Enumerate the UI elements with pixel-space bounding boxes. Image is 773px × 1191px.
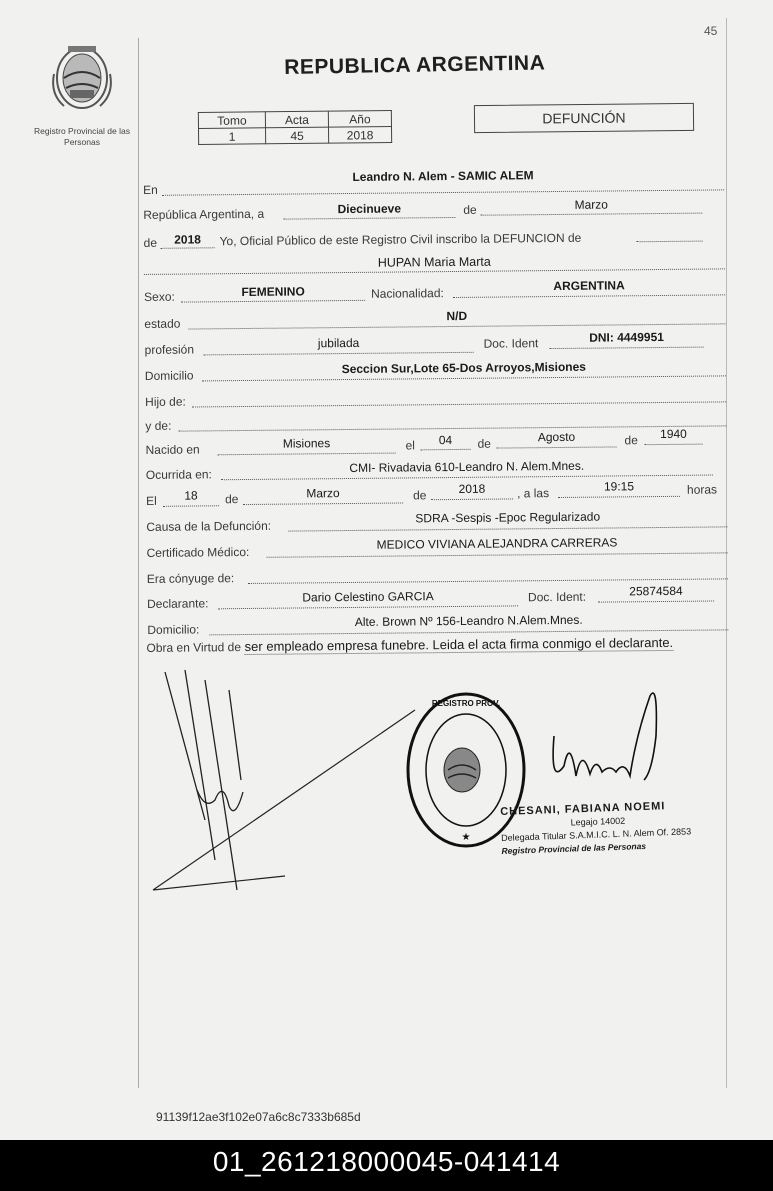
field-line: [431, 498, 513, 500]
value-def-mes: Marzo: [306, 486, 340, 501]
field-line: [558, 496, 680, 498]
svg-text:REGISTRO PROV.: REGISTRO PROV.: [431, 699, 501, 708]
label-domicilio: Domicilio: [144, 368, 194, 383]
value-nombre: HUPAN Maria Marta: [377, 254, 491, 270]
value-def-anio: 2018: [458, 481, 486, 496]
value-estado: N/D: [446, 308, 468, 324]
value-mes-inscripcion: Marzo: [574, 197, 608, 212]
field-line: [218, 453, 396, 456]
value-ocurrida-en: CMI- Rivadavia 610-Leandro N. Alem.Mnes.: [349, 458, 585, 476]
label-en: En: [143, 182, 158, 197]
value-def-dia: 18: [184, 488, 198, 503]
officer-signature-icon: [540, 676, 670, 796]
value-lugar: Leandro N. Alem - SAMIC ALEM: [352, 168, 534, 184]
label-de-n2: de: [624, 433, 638, 448]
label-el2: El: [146, 493, 157, 508]
registry-name: Registro Provincial de las Personas: [34, 126, 130, 147]
label-estado: estado: [144, 316, 181, 331]
value-hijo-de: [192, 384, 726, 389]
label-de-o1: de: [225, 492, 239, 507]
table-header-tomo: Tomo: [198, 112, 265, 129]
page-number: 45: [704, 24, 718, 38]
label-y-de: y de:: [145, 418, 172, 433]
field-line: [550, 347, 704, 349]
obra-paragraph: [146, 632, 732, 658]
field-line: [421, 449, 471, 450]
label-de-o2: de: [412, 488, 427, 503]
value-conyuge: [248, 560, 728, 565]
officer-legajo: Legajo 14002: [570, 815, 626, 828]
officer-role: Delegada Titular S.A.M.I.C. L. N. Alem Of. 2853: [500, 826, 692, 843]
value-sexo: FEMENINO: [241, 284, 305, 300]
field-line: [453, 294, 725, 298]
label-domicilio2: Domicilio:: [147, 622, 200, 637]
field-line: [181, 300, 365, 303]
label-yo: Yo, Oficial Público de este Registro Civil inscribo la DEFUNCION de: [219, 230, 582, 249]
value-declarante-doc: 25874584: [629, 583, 683, 599]
table-cell-acta: 45: [266, 127, 329, 144]
table-cell-anio: 2018: [328, 126, 391, 143]
field-line: [283, 217, 455, 220]
label-certificado: Certificado Médico:: [146, 544, 250, 560]
field-line: [163, 505, 219, 507]
label-horas: horas: [686, 482, 718, 497]
value-nacionalidad: ARGENTINA: [553, 278, 625, 294]
field-line: [267, 552, 728, 557]
label-profesion: profesión: [144, 342, 195, 357]
value-nac-anio: 1940: [660, 426, 687, 442]
field-line: [162, 189, 724, 195]
label-declarante: Declarante:: [147, 596, 209, 611]
label-republica: República Argentina, a: [143, 206, 265, 222]
value-declarante: Dario Celestino GARCIA: [302, 589, 434, 605]
field-line: [598, 601, 714, 603]
field-line: [218, 605, 518, 609]
value-obra: ser empleado empresa funebre. Leida el acta firma conmigo el declarante.: [244, 634, 674, 655]
label-de-n1: de: [477, 436, 491, 451]
value-causa: SDRA -Sespis -Epoc Regularizado: [415, 509, 601, 526]
value-anio-inscripcion: 2018: [174, 232, 201, 247]
label-de2: de: [143, 235, 158, 250]
label-ocurrida-en: Ocurrida en:: [145, 467, 212, 482]
field-line: [497, 446, 617, 448]
label-doc-ident: Doc. Ident: [483, 336, 539, 351]
label-causa: Causa de la Defunción:: [146, 518, 272, 534]
value-declarante-domicilio: Alte. Brown Nº 156-Leandro N.Alem.Mnes.: [354, 612, 583, 629]
value-certificado: MEDICO VIVIANA ALEJANDRA CARRERAS: [376, 535, 618, 552]
label-de: de: [463, 202, 477, 217]
label-nacionalidad: Nacionalidad:: [371, 286, 444, 301]
label-obra: Obra en Virtud de: [146, 640, 242, 655]
label-el: el: [405, 438, 415, 453]
value-nac-mes: Agosto: [537, 429, 576, 445]
value-nac-dia: 04: [438, 433, 453, 448]
label-conyuge: Era cónyuge de:: [146, 571, 235, 586]
officer-name: CHESANI, FABIANA NOEMI: [500, 800, 666, 818]
label-a-las: , a las: [516, 486, 550, 501]
field-line: [480, 213, 702, 216]
footer-bar: [0, 1140, 773, 1191]
field-line: [288, 526, 727, 531]
value-profesion: jubilada: [317, 335, 360, 351]
value-domicilio: Seccion Sur,Lote 65-Dos Arroyos,Misiones: [341, 359, 587, 377]
officer-institution: Registro Provincial de las Personas: [501, 840, 647, 856]
value-def-hora: 19:15: [603, 479, 635, 494]
value-y-de: [178, 408, 726, 413]
value-dni: DNI: 4449951: [589, 329, 664, 345]
svg-text:★: ★: [461, 832, 471, 843]
table-header-acta: Acta: [265, 111, 328, 128]
value-dia-inscripcion: Diecinueve: [337, 201, 402, 217]
field-line: [645, 444, 703, 446]
label-nacido-en: Nacido en: [145, 442, 200, 457]
field-line: [192, 401, 726, 407]
value-nacido-en: Misiones: [282, 436, 331, 451]
label-sexo: Sexo:: [144, 289, 175, 304]
table-cell-tomo: 1: [199, 128, 266, 145]
field-line: [204, 352, 474, 356]
field-line: [161, 247, 215, 249]
officer-signature-block: [500, 799, 692, 858]
label-hijo-de: Hijo de:: [145, 394, 186, 409]
document-title: REPUBLICA ARGENTINA: [284, 51, 546, 79]
document-hash: 91139f12ae3f102e07a6c8c7333b685d: [156, 1110, 361, 1124]
field-line: [243, 502, 403, 505]
footer-code: 01_261218000045-041414: [212, 1146, 561, 1177]
field-line: [637, 241, 703, 243]
record-type-box: DEFUNCIÓN: [474, 103, 694, 133]
table-header-anio: Año: [328, 110, 391, 127]
label-doc-ident2: Doc. Ident:: [527, 589, 587, 605]
